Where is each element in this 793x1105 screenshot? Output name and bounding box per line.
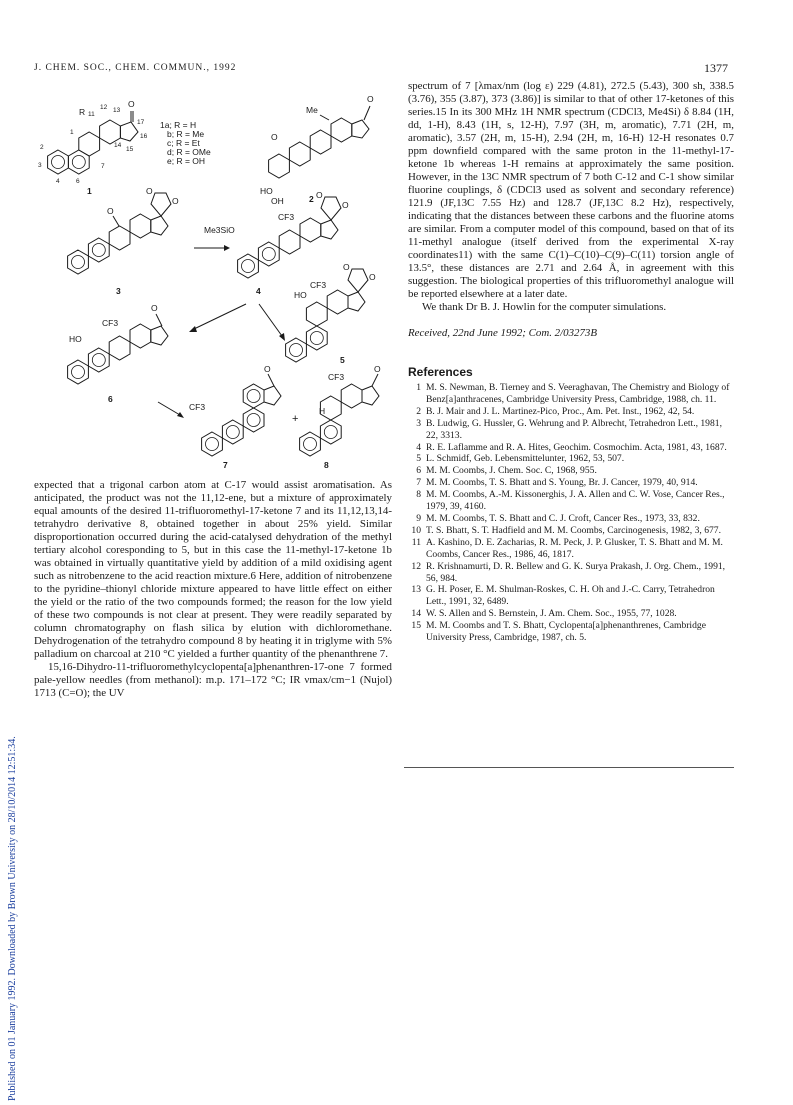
svg-text:e; R = OH: e; R = OH xyxy=(167,156,206,166)
reference-item xyxy=(408,477,734,489)
compound-label-4: 4 xyxy=(256,286,261,296)
left-paragraph-2: 15,16-Dihydro-11-trifluoromethylcyclopenta[a]phenanthren-17-one 7 formed pale-yellow needles (from methanol): m.p. 171–172 °C; IR νmax/cm−1 (Nujol) 1713 (C=O); the UV xyxy=(34,661,392,699)
svg-text:O: O xyxy=(271,132,278,142)
reference-number: 7 xyxy=(416,477,421,489)
reference-text: W. S. Allen and S. Bernstein, J. Am. Chem. Soc., 1955, 77, 1028. xyxy=(426,608,677,620)
compound-label-8: 8 xyxy=(324,460,329,470)
svg-text:6: 6 xyxy=(76,178,80,185)
right-paragraph-1: spectrum of 7 [λmax/nm (log ε) 229 (4.81), 272.5 (5.43), 300 sh, 338.5 (3.76), 355 (3.87), 373 (3.86)] is similar to that of other 17-ketones of this series.15 In its 300 MHz 1H NMR spectrum (CDCl3, Me4Si) δ 8.84 (1H, dd, 1-H), 8.43 (1H, s, 12-H), 7.97 (3H, m, aromatic), 7.71 (2H, m, aromatic), 3.57 (2H, m, 15-H), 2.94 (2H, m, 16-H) 12-H resonates 0.7 ppm downfield compared with the same proton in the 11-methyl-17-ketone 1b whereas 1-H remains at approximately the same position. However, in the 13C NMR spectrum of 7 both C-12 and C-1 show similar fluorine couplings, δ (CDCl3 used as solvent and secondary reference) 121.9 (JF,13C 7.55 Hz) and 128.7 (JF,13C 8.2 Hz), respectively, indicating that the distances between these carbons and the fluorine atoms are similar. From a computer model of this compound, based on that of its 11-methyl analogue (itself derived from the experimental X-ray coordinates11) with the same C(1)–C(10)–C(9)–C(11) torsion angle of 13.5°, these distances are 2.71 and 2.64 Å, in agreement with this suggestion. The biological properties of this trifluoromethyl analogue will be reported elsewhere at a later date. xyxy=(408,80,734,300)
compound-label-3: 3 xyxy=(116,286,121,296)
reference-text: B. Ludwig, G. Hussler, G. Wehrung and P. Albrecht, Tetrahedron Lett., 1981, 22, 3313. xyxy=(426,417,722,441)
reference-item xyxy=(408,513,734,525)
svg-text:O: O xyxy=(107,206,114,216)
reference-item xyxy=(408,418,734,442)
reference-item xyxy=(408,465,734,477)
structure-6 xyxy=(68,303,168,404)
reference-text: R. E. Laflamme and R. A. Hites, Geochim. Cosmochim. Acta, 1981, 43, 1687. xyxy=(426,441,727,453)
svg-text:16: 16 xyxy=(140,133,148,140)
received-line: Received, 22nd June 1992; Com. 2/03273B xyxy=(408,327,598,339)
reference-text: R. Krishnamurti, D. R. Bellew and G. K. Surya Prakash, J. Org. Chem., 1991, 56, 984. xyxy=(426,560,726,584)
svg-text:CF3: CF3 xyxy=(310,280,327,290)
svg-text:O: O xyxy=(343,262,350,272)
reference-item xyxy=(408,561,734,585)
svg-text:b; R = Me: b; R = Me xyxy=(167,129,205,139)
reference-text: A. Kashino, D. E. Zacharias, R. M. Peck, J. P. Glusker, T. S. Bhatt and M. M. Coombs, Cancer Res., 1986, 46, 1817. xyxy=(426,536,723,560)
svg-text:c; R = Et: c; R = Et xyxy=(167,138,200,148)
svg-text:11: 11 xyxy=(88,111,95,118)
reference-number: 15 xyxy=(411,620,421,632)
svg-text:O: O xyxy=(369,272,376,282)
svg-text:O: O xyxy=(367,94,374,104)
compound-label-7: 7 xyxy=(223,460,228,470)
reference-text: B. J. Mair and J. L. Martinez-Pico, Proc., Am. Pet. Inst., 1962, 42, 54. xyxy=(426,405,695,417)
svg-text:d; R = OMe: d; R = OMe xyxy=(167,147,211,157)
reference-number: 2 xyxy=(416,405,421,417)
svg-text:13: 13 xyxy=(113,107,121,114)
reference-number: 1 xyxy=(416,382,421,393)
reference-text: M. M. Coombs, T. S. Bhatt and S. Young, Br. J. Cancer, 1979, 40, 914. xyxy=(426,477,698,489)
reference-number: 13 xyxy=(411,584,421,596)
compound-label-5: 5 xyxy=(340,355,345,365)
reference-text: M. M. Coombs and T. S. Bhatt, Cyclopenta[a]phenanthrenes, Cambridge University Press, Cambridge, 1987, ch. 5. xyxy=(426,620,706,644)
reference-number: 6 xyxy=(416,465,421,477)
reference-text: M. M. Coombs, T. S. Bhatt and C. J. Croft, Cancer Res., 1973, 33, 832. xyxy=(426,512,700,524)
svg-text:O: O xyxy=(374,364,381,374)
c1-oxygen: O xyxy=(128,99,135,109)
reference-text: M. S. Newman, B. Tierney and S. Veeraghavan, The Chemistry and Biology of Benz[a]anthracenes, Cambridge University Press, Cambridge, 1988, ch. 11. xyxy=(426,382,730,405)
svg-text:OH: OH xyxy=(271,196,284,206)
svg-text:O: O xyxy=(264,364,271,374)
plus-sign: + xyxy=(292,413,299,425)
svg-text:7: 7 xyxy=(101,163,105,170)
svg-text:O: O xyxy=(151,303,158,313)
compound-label-6: 6 xyxy=(108,394,113,404)
svg-text:CF3: CF3 xyxy=(102,318,119,328)
svg-text:CF3: CF3 xyxy=(278,212,295,222)
reference-item xyxy=(408,525,734,537)
reference-text: M. M. Coombs, J. Chem. Soc. C, 1968, 955. xyxy=(426,465,597,477)
running-header: J. CHEM. SOC., CHEM. COMMUN., 1992 xyxy=(34,63,237,73)
c1-r: R xyxy=(79,107,86,117)
reference-text: G. H. Poser, E. M. Shulman-Roskes, C. H. Oh and J.-C. Carry, Tetrahedron Lett., 1991, 32, 6489. xyxy=(426,584,715,608)
reference-number: 3 xyxy=(416,417,421,429)
reference-number: 10 xyxy=(411,524,421,536)
reference-item xyxy=(408,382,734,406)
compound-label-2: 2 xyxy=(309,194,314,204)
acknowledgement: We thank Dr B. J. Howlin for the computer simulations. xyxy=(422,301,667,313)
svg-text:3: 3 xyxy=(38,162,42,169)
reference-number: 12 xyxy=(411,560,421,572)
svg-text:15: 15 xyxy=(126,146,134,153)
svg-text:2: 2 xyxy=(40,144,44,151)
references-heading: References xyxy=(408,365,473,379)
svg-text:1: 1 xyxy=(70,129,74,136)
svg-text:HO: HO xyxy=(69,334,82,344)
reference-number: 9 xyxy=(416,512,421,524)
reaction-scheme xyxy=(34,76,394,476)
reference-number: 8 xyxy=(416,489,421,501)
svg-text:O: O xyxy=(342,200,349,210)
left-paragraph-1: expected that a trigonal carbon atom at C-17 would assist aromatisation. As anticipated, the product was not the 11,12-ene, but a mixture of approximately equal amounts of the desired 11-trifluoromethyl-17-ketone 7 and its 11,12,13,14-tetrahydro derivative 8, obtained together in about 25% yield. Similar disproportionation occurred during the acid-catalysed dehydration of the methyl tertiary alcohol coresponding to 5, but in this case the 11-methyl-17-ketone 1b was obtained in virtually quantitative yield by addition of a mild oxidising agent such as nitrobenzene to the acid reaction mixture.6 Here, addition of nitrobenzene to the pyridine–thionyl chloride mixture appeared to have little effect on either the yield or the ratio of the two compounds formed; the reason for the low yield of these two compounds is not clear at present. They were readily separated by column chromatography on flash silica by elution with dichloromethane. Dehydrogenation of the tetrahydro compound 8 by heating it in triglyme with 5% palladium on charcoal at 210 °C yielded a further quantity of the phenanthrene 7. xyxy=(34,479,392,660)
svg-text:1a; R = H: 1a; R = H xyxy=(160,120,197,130)
svg-text:O: O xyxy=(316,190,323,200)
reference-item xyxy=(408,442,734,454)
reference-text: T. S. Bhatt, S. T. Hadfield and M. M. Coombs, Carcinogenesis, 1982, 3, 677. xyxy=(426,524,721,536)
reference-item xyxy=(408,453,734,465)
footer-rule xyxy=(404,767,734,768)
reference-number: 5 xyxy=(416,453,421,465)
structure-5 xyxy=(286,262,376,365)
svg-text:Me3SiO: Me3SiO xyxy=(204,225,235,235)
structure-8 xyxy=(300,364,381,470)
reference-item xyxy=(408,620,734,644)
svg-text:HO: HO xyxy=(260,186,273,196)
svg-text:14: 14 xyxy=(114,142,122,149)
svg-text:12: 12 xyxy=(100,104,108,111)
download-watermark[interactable]: Published on 01 January 1992. Downloaded by Brown University on 28/10/2014 12:51:34. xyxy=(7,736,18,1101)
reference-item xyxy=(408,406,734,418)
svg-text:O: O xyxy=(172,196,179,206)
references-list xyxy=(408,382,734,644)
reference-text: L. Schmidf, Geb. Lebensmittelunter, 1962, 53, 507. xyxy=(426,453,625,465)
structure-7 xyxy=(189,364,281,470)
svg-text:O: O xyxy=(146,186,153,196)
page-number: 1377 xyxy=(704,61,728,75)
reference-number: 14 xyxy=(411,608,421,620)
structure-1 xyxy=(38,99,148,196)
svg-text:17: 17 xyxy=(137,119,145,126)
reference-item xyxy=(408,608,734,620)
reference-item xyxy=(408,584,734,608)
svg-text:CF3: CF3 xyxy=(328,372,345,382)
reference-text: M. M. Coombs, A.-M. Kissonerghis, J. A. Allen and C. W. Vose, Cancer Res., 1979, 39, 4160. xyxy=(426,489,725,513)
compound-label-1: 1 xyxy=(87,186,92,196)
svg-text:Me: Me xyxy=(306,105,318,115)
left-column xyxy=(34,479,392,700)
reference-item xyxy=(408,537,734,561)
svg-text:HO: HO xyxy=(294,290,307,300)
svg-text:H: H xyxy=(319,406,326,416)
reference-item xyxy=(408,489,734,513)
svg-text:CF3: CF3 xyxy=(189,402,206,412)
reference-number: 11 xyxy=(411,536,421,548)
svg-text:4: 4 xyxy=(56,178,60,185)
reference-number: 4 xyxy=(416,441,421,453)
r-substituent-list xyxy=(160,120,211,166)
right-column xyxy=(408,80,734,644)
structure-3 xyxy=(68,186,179,296)
